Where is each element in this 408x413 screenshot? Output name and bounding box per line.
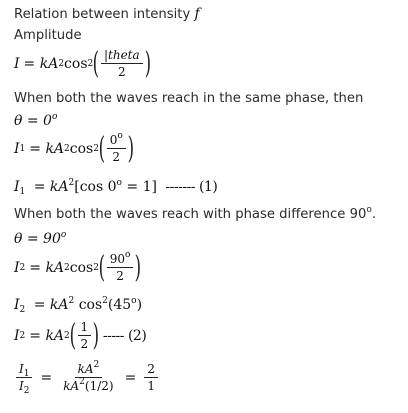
fraction-numerator: |theta xyxy=(101,48,143,64)
fraction-numerator: 0$^o$ xyxy=(107,133,126,149)
phase-difference-sentence xyxy=(14,207,376,222)
eq-argument: (45 xyxy=(107,297,132,313)
eq-subscript: 2 xyxy=(19,305,26,315)
i2-cos45-equation xyxy=(14,297,142,313)
eq-symbol: I xyxy=(14,55,20,72)
eq-cos: cos xyxy=(69,140,94,157)
equation-number-2: ----- (2) xyxy=(102,327,147,344)
result-fraction xyxy=(144,362,158,393)
right-paren: ) xyxy=(144,45,151,81)
left-paren: ( xyxy=(92,45,100,81)
fraction xyxy=(101,48,143,79)
fraction-numerator: 2 xyxy=(144,362,158,378)
eq-close: ) xyxy=(136,297,143,313)
ka-fraction xyxy=(60,362,116,393)
eq-symbol: I xyxy=(14,297,20,313)
left-paren: ( xyxy=(98,130,106,166)
fraction-denominator: 2 xyxy=(80,337,89,351)
equation-number-1: ------- (1) xyxy=(165,179,218,195)
fraction-denominator: 1 xyxy=(147,379,155,393)
degree-mark: o xyxy=(51,112,58,122)
right-paren: ) xyxy=(135,249,142,285)
fraction-numerator: $I_1$ xyxy=(16,362,32,378)
eq-symbol: I xyxy=(14,179,20,195)
eq-cos: cos xyxy=(64,55,88,72)
relation-variable: f xyxy=(194,6,200,22)
fraction-denominator: 2 xyxy=(116,269,124,283)
eq-rhs: = kA xyxy=(29,259,65,276)
eq-symbol: I xyxy=(14,140,20,157)
fraction-denominator: 2 xyxy=(117,65,126,79)
fraction xyxy=(107,252,134,283)
fraction-numerator: $kA^2$ xyxy=(75,362,103,378)
ratio-fraction xyxy=(16,362,32,396)
same-phase-sentence: When both the waves reach in the same phase, then xyxy=(14,91,364,106)
eq-subscript: 1 xyxy=(19,187,26,197)
theta-value: θ = 90 xyxy=(14,231,61,247)
fraction-denominator: $kA^2(1/2)$ xyxy=(63,377,114,393)
eq-rhs: = kA xyxy=(29,327,65,344)
eq-exponent: 2 xyxy=(68,178,75,188)
i1-result-equation xyxy=(14,179,217,195)
degree-mark: o xyxy=(366,205,372,215)
right-paren: ) xyxy=(92,317,100,353)
i2-result-equation: I 2 = kA 2 ( $\frac{1}{2}$ ) ----- (2) xyxy=(14,317,147,353)
degree-mark: o xyxy=(116,178,122,188)
eq-rhs: = kA xyxy=(29,140,65,157)
relation-text: Relation between intensity xyxy=(14,7,195,22)
intensity-equation: I = kA 2 cos 2 ( $\frac{\text{|theta}}{2}$ ) xyxy=(14,45,151,81)
theta-ninety xyxy=(14,231,66,247)
left-paren: ( xyxy=(98,249,106,285)
theta-value: θ = 0 xyxy=(14,113,52,129)
eq-exponent: 2 xyxy=(68,296,75,306)
eq-cos: cos xyxy=(69,259,94,276)
fraction-numerator: 1 xyxy=(78,320,92,336)
i2-equation: I 2 = kA 2 cos 2 ( $\frac{90^o}{2}$ ) xyxy=(14,249,142,285)
fraction-numerator: 90$^o$ xyxy=(107,252,134,268)
equals-sign: = xyxy=(40,369,53,386)
degree-mark: o xyxy=(131,296,137,306)
eq-symbol: I xyxy=(14,259,20,276)
fraction-denominator: $I_2$ xyxy=(19,379,30,396)
left-paren: ( xyxy=(69,317,76,353)
relation-heading xyxy=(14,6,200,22)
eq-rhs: = kA xyxy=(33,297,69,313)
right-paren: ) xyxy=(127,130,134,166)
fraction-denominator: 2 xyxy=(112,150,121,164)
fraction xyxy=(107,133,126,164)
degree-mark: o xyxy=(60,230,67,240)
amplitude-label: Amplitude xyxy=(14,28,82,43)
eq-rhs: = kA xyxy=(23,55,59,72)
eq-symbol: I xyxy=(14,327,20,344)
intensity-ratio-equation xyxy=(14,360,160,396)
eq-bracket-tail: = 1] xyxy=(121,179,157,195)
eq-cos: cos xyxy=(78,297,103,313)
eq-rhs: = kA xyxy=(33,179,69,195)
fraction xyxy=(78,320,92,351)
i1-equation: I 1 = kA 2 cos 2 ( $\frac{0^o}{2}$ ) xyxy=(14,130,134,166)
eq-cos-exponent: 2 xyxy=(102,296,108,306)
sentence-end: . xyxy=(371,207,377,222)
theta-zero xyxy=(14,113,57,129)
sentence-text: When both the waves reach with phase difference 90 xyxy=(14,207,367,222)
eq-bracket: [cos 0 xyxy=(74,179,117,195)
equals-sign: = xyxy=(124,369,137,386)
